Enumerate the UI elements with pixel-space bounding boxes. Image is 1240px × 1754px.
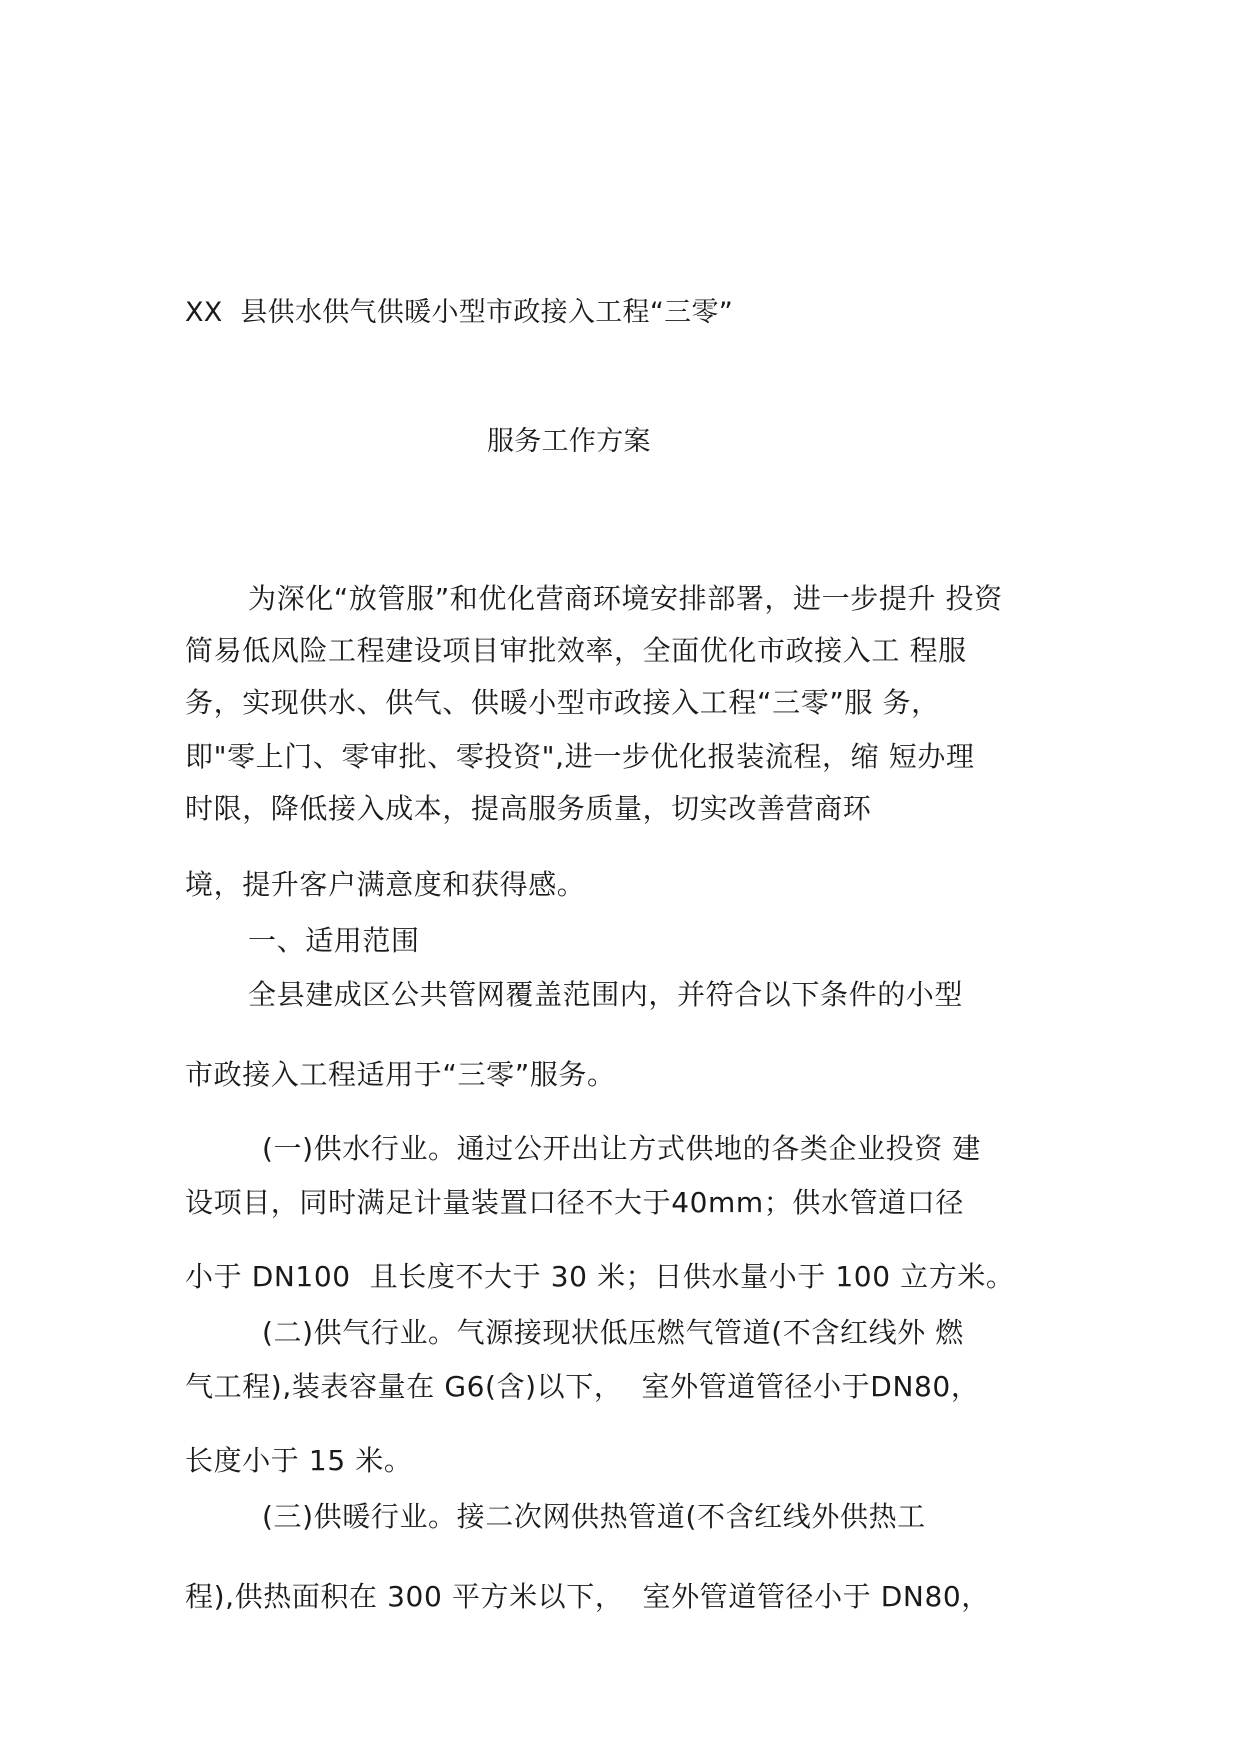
paragraph-text-line: 长度小于 15 米。 bbox=[185, 1444, 413, 1477]
paragraph-text-line: 设项目，同时满足计量装置口径不大于40mm；供水管道口径 bbox=[185, 1186, 964, 1219]
paragraph-text-line: 时限，降低接入成本，提高服务质量，切实改善营商环 bbox=[185, 792, 872, 825]
paragraph-text-line: (三)供暖行业。接二次网供热管道(不含红线外供热工 bbox=[262, 1500, 926, 1533]
paragraph-text-line: 市政接入工程适用于“三零”服务。 bbox=[185, 1058, 616, 1091]
paragraph-text-line: 简易低风险工程建设项目审批效率，全面优化市政接入工 程服 bbox=[185, 634, 967, 667]
paragraph-text-line: 境，提升客户满意度和获得感。 bbox=[185, 868, 586, 901]
paragraph-text-line: 程),供热面积在 300 平方米以下， 室外管道管径小于 DN80， bbox=[185, 1580, 990, 1613]
document-title-line-2: 服务工作方案 bbox=[487, 426, 651, 457]
document-title-line-1: XX 县供水供气供暖小型市政接入工程“三零” bbox=[185, 297, 734, 328]
paragraph-text-line: (二)供气行业。气源接现状低压燃气管道(不含红线外 燃 bbox=[262, 1316, 964, 1349]
paragraph-text-line: (一)供水行业。通过公开出让方式供地的各类企业投资 建 bbox=[262, 1132, 981, 1165]
paragraph-text-line: 务，实现供水、供气、供暖小型市政接入工程“三零”服 务， bbox=[185, 686, 940, 719]
paragraph-text-line: 即"零上门、零审批、零投资",进一步优化报装流程，缩 短办理 bbox=[185, 740, 975, 773]
paragraph-text-line: 为深化“放管服”和优化营商环境安排部署，进一步提升 投资 bbox=[248, 582, 1003, 615]
paragraph-text-line: 气工程),装表容量在 G6(含)以下， 室外管道管径小于DN80， bbox=[185, 1370, 980, 1403]
section-heading: 一、适用范围 bbox=[248, 924, 420, 957]
paragraph-text-line: 全县建成区公共管网覆盖范围内，并符合以下条件的小型 bbox=[248, 978, 964, 1011]
paragraph-text-line: 小于 DN100 且长度不大于 30 米；日供水量小于 100 立方米。 bbox=[185, 1260, 1015, 1293]
